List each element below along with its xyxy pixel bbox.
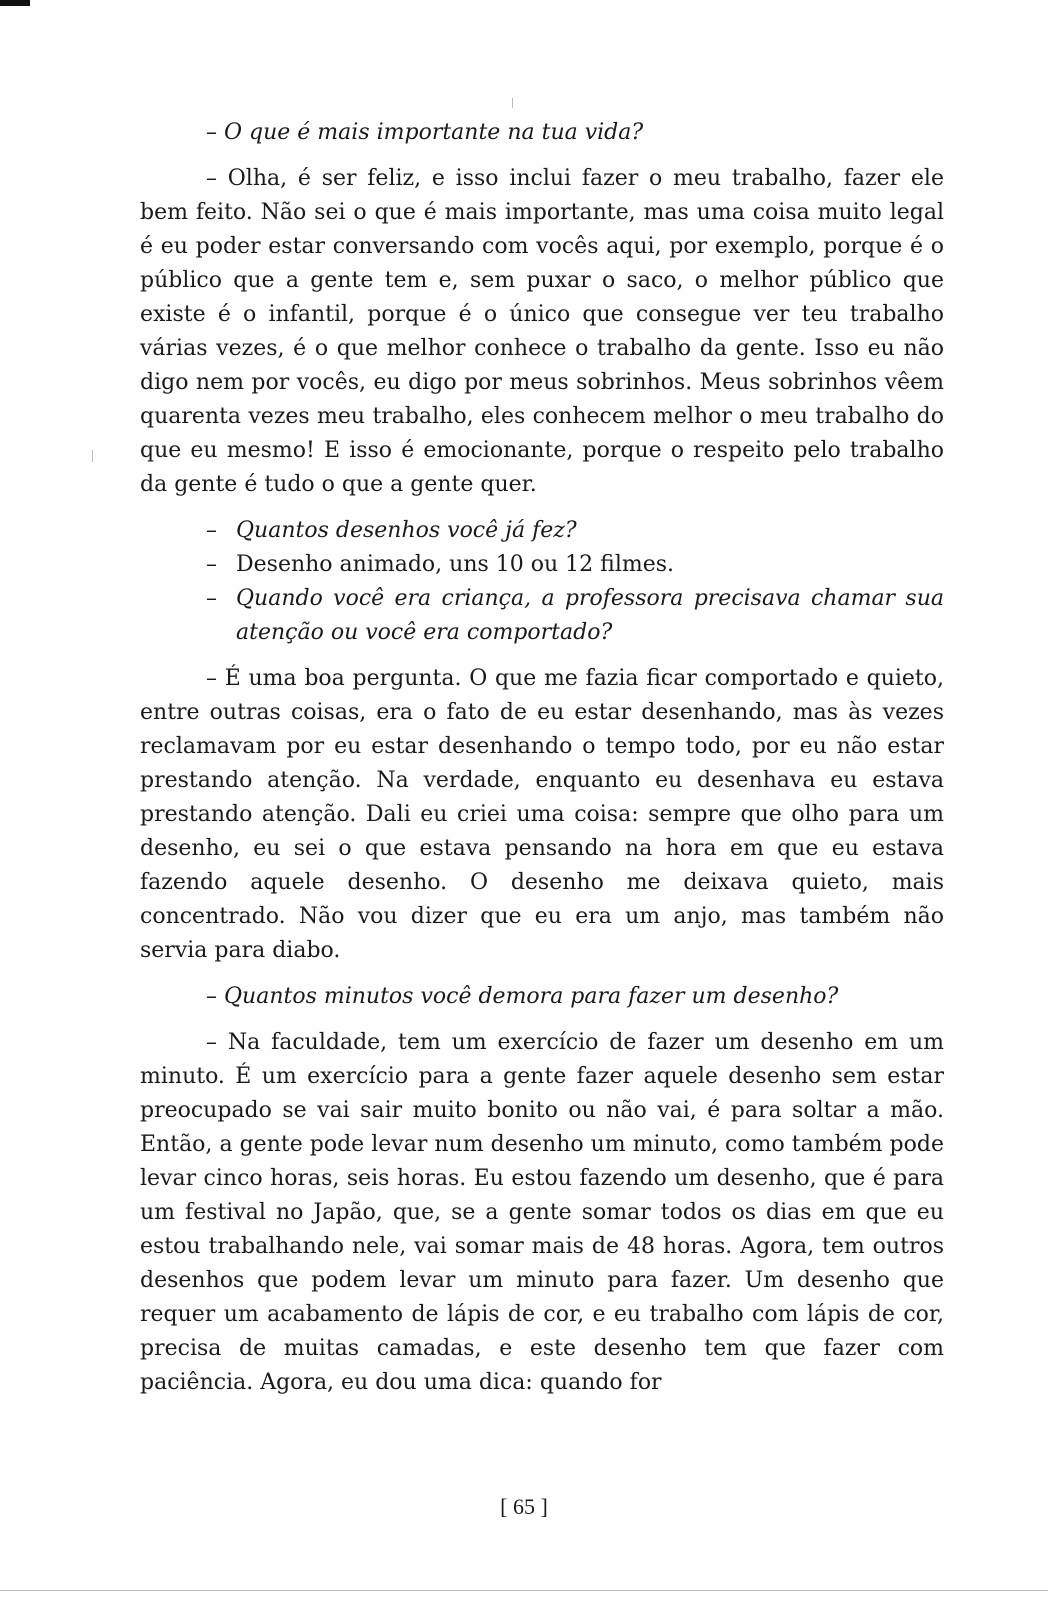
dash-marker: – (206, 586, 217, 611)
list-item (140, 582, 944, 650)
interview-question: – Quantos minutos você demora para fazer um desenho? (206, 984, 839, 1009)
bottom-rule (0, 1590, 1048, 1591)
interview-answer: – É uma boa pergunta. O que me fazia ficar comportado e quieto, entre outras coisas, era o fato de eu estar desenhando, mas às vezes reclamavam por eu estar desenhando o tempo todo, por eu não estar prestando atenção. Na verdade, enquanto eu desenhava eu estava prestando atenção. Dali eu criei uma coisa: sempre que olho para um desenho, eu sei o que estava pensando na hora em que eu estava fazendo aquele desenho. O desenho me deixava quieto, mais concentrado. Não vou dizer que eu era um anjo, mas também não servia para diabo. (140, 666, 944, 963)
interview-question: – O que é mais importante na tua vida? (206, 120, 644, 145)
dash-marker: – (206, 518, 217, 543)
list-item-text: Quantos desenhos você já fez? (236, 518, 577, 543)
dash-marker: – (206, 552, 217, 577)
list-item-text: Quando você era criança, a professora precisava chamar sua atenção ou você era comportado? (236, 586, 944, 645)
page-number: [ 65 ] (500, 1494, 548, 1519)
interview-answer: – Na faculdade, tem um exercício de fazer um desenho em um minuto. É um exercício para a gente fazer aquele desenho sem estar preocupado se vai sair muito bonito ou não vai, é para soltar a mão. Então, a gente pode levar num desenho um minuto, como também pode levar cinco horas, seis horas. Eu estou fazendo um desenho, que é para um festival no Japão, que, se a gente somar todos os dias em que eu estou trabalhando nele, vai somar mais de 48 horas. Agora, tem outros desenhos que podem levar um minuto para fazer. Um desenho que requer um acabamento de lápis de cor, e eu trabalho com lápis de cor, precisa de muitas camadas, e este desenho tem que fazer com paciência. Agora, eu dou uma dica: quando for (140, 1030, 944, 1395)
scan-corner-mark (0, 0, 30, 6)
list-item (140, 514, 944, 548)
margin-tick (92, 450, 93, 462)
margin-tick (512, 98, 513, 108)
interview-answer: – Olha, é ser feliz, e isso inclui fazer o meu trabalho, fazer ele bem feito. Não sei o que é mais importante, mas uma coisa muito legal é eu poder estar conversando com vocês aqui, por exemplo, porque é o público que a gente tem e, sem puxar o saco, o melhor público que existe é o infantil, porque é o único que consegue ver teu trabalho várias vezes, é o que melhor conhece o trabalho da gente. Isso eu não digo nem por vocês, eu digo por meus sobrinhos. Meus sobrinhos vêem quarenta vezes meu trabalho, eles conhecem melhor o meu trabalho do que eu mesmo! E isso é emocionante, porque o respeito pelo trabalho da gente é tudo o que a gente quer. (140, 166, 944, 497)
dialogue-list (140, 514, 944, 650)
book-page-text (140, 116, 944, 1400)
list-item-text: Desenho animado, uns 10 ou 12 filmes. (236, 552, 675, 577)
list-item (140, 548, 944, 582)
